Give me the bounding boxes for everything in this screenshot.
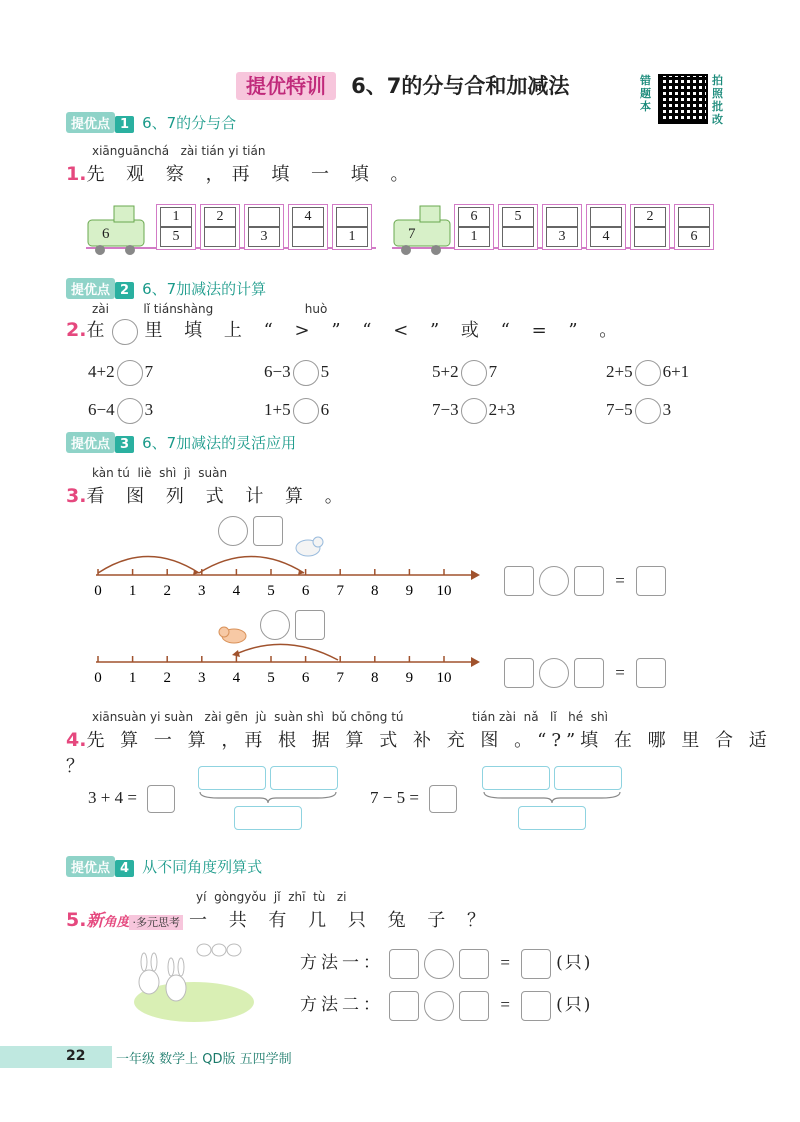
right-expr: 2+3 (488, 399, 516, 419)
tick-group (94, 656, 451, 686)
number-box[interactable] (389, 949, 419, 979)
total-box[interactable] (234, 806, 302, 830)
tick-label: 7 (336, 583, 344, 599)
compare-circle[interactable] (635, 360, 661, 386)
compare-item (432, 398, 515, 424)
right-expr: 5 (320, 361, 330, 381)
number-box[interactable] (574, 658, 604, 688)
q2-pinyin: zài lǐ tiánshàng huò (92, 302, 328, 316)
car-bottom-cell[interactable]: 5 (160, 227, 192, 247)
section-tag: 提优特训 (236, 72, 336, 100)
question-number: 4. (66, 729, 87, 751)
compare-item (264, 398, 329, 424)
question-number: 3. (66, 485, 87, 507)
engine-number: 6 (102, 226, 110, 242)
train-car (244, 204, 284, 250)
equation-row-1 (504, 566, 666, 596)
result-box[interactable] (521, 949, 551, 979)
left-expr: 1+5 (264, 399, 291, 419)
train-car (156, 204, 196, 250)
car-top-cell[interactable]: 6 (458, 207, 490, 227)
kp-badge: 提优点 (66, 112, 115, 133)
left-expr: 2+5 (606, 361, 633, 381)
q5-pinyin: yí gòngyǒu jǐ zhī tù zi (196, 890, 347, 904)
equals-sign: = (615, 570, 625, 590)
car-top-cell[interactable] (678, 207, 710, 227)
question-number: 2. (66, 319, 87, 341)
method-1-row (300, 948, 592, 979)
knowledge-point-4 (66, 856, 262, 877)
kp-label: 6、7的分与合 (142, 114, 237, 132)
compare-circle[interactable] (461, 360, 487, 386)
qr-left-label: 错题本 (640, 74, 651, 113)
answer-box[interactable] (429, 785, 457, 813)
sub-tag: ·多元思考 (129, 915, 183, 930)
result-box[interactable] (636, 658, 666, 688)
q4-expr-1 (88, 785, 175, 813)
equals-sign: = (615, 662, 625, 682)
question-text: 在 (86, 320, 113, 341)
question-number: 1. (66, 163, 87, 185)
q3-pinyin: kàn tú liè shì jì suàn (92, 466, 228, 480)
compare-circle[interactable] (117, 398, 143, 424)
equation-row-2 (504, 658, 666, 688)
part-box[interactable] (482, 766, 550, 790)
part-box[interactable] (198, 766, 266, 790)
engine-number: 7 (408, 226, 416, 242)
kp-label: 6、7加减法的计算 (142, 280, 267, 298)
result-box[interactable] (521, 991, 551, 1021)
method-label: 方法二： (300, 995, 384, 1015)
number-box[interactable] (504, 658, 534, 688)
q4-expr-2 (370, 785, 457, 813)
footer-bar (0, 1046, 112, 1068)
car-bottom-cell[interactable] (502, 227, 534, 247)
tick-label: 6 (301, 670, 310, 686)
tick-label: 1 (128, 670, 137, 686)
train-car (586, 204, 626, 250)
bunny-icon (197, 944, 241, 956)
kp-badge: 提优点 (66, 432, 115, 453)
kp-number: 3 (115, 436, 134, 453)
compare-item (432, 360, 497, 386)
compare-item (88, 360, 153, 386)
left-expr: 5+2 (432, 361, 459, 381)
rabbit-icon (219, 627, 246, 643)
question-text: 先 算 一 算 ，再 根 据 算 式 补 充 图 。“?”填 在 哪 里 合 适 ？ (66, 730, 772, 777)
tick-label: 2 (163, 670, 171, 686)
tick-label: 0 (94, 670, 102, 686)
train-car (630, 204, 670, 250)
kp-number: 2 (115, 282, 134, 299)
q1-pinyin: xiānguānchá zài tián yi tián (92, 144, 266, 158)
number-box[interactable] (574, 566, 604, 596)
car-top-cell[interactable]: 2 (634, 207, 666, 227)
car-bottom-cell[interactable]: 4 (590, 227, 622, 247)
train-car (200, 204, 240, 250)
compare-circle[interactable] (635, 398, 661, 424)
total-box[interactable] (518, 806, 586, 830)
tick-label: 2 (163, 583, 171, 599)
right-expr: 6+1 (662, 361, 690, 381)
car-bottom-cell[interactable]: 1 (458, 227, 490, 247)
knowledge-point-2 (66, 278, 266, 299)
tick-label: 9 (405, 583, 414, 599)
tick-label: 7 (336, 670, 344, 686)
car-top-cell[interactable] (336, 207, 368, 227)
compare-circle[interactable] (117, 360, 143, 386)
rabbit-icon (296, 537, 323, 556)
car-top-cell[interactable]: 2 (204, 207, 236, 227)
bunny-icon (139, 953, 159, 994)
part-box[interactable] (270, 766, 338, 790)
operator-circle[interactable] (539, 658, 569, 688)
question-5 (66, 906, 493, 932)
q4-pinyin: xiānsuàn yi suàn zài gēn jù suàn shì bǔ chōng tú tián zài nǎ lǐ hé shì (92, 710, 608, 724)
tick-label: 6 (301, 583, 310, 599)
train-car (674, 204, 714, 250)
knowledge-point-1 (66, 112, 236, 133)
numberline-1 (86, 520, 486, 610)
train-car (332, 204, 372, 250)
blank-circle-icon (112, 319, 138, 345)
kp-badge: 提优点 (66, 856, 115, 877)
question-text: 里 填 上 “ > ” “ < ” 或 “ = ” 。 (144, 320, 626, 341)
question-1 (66, 160, 417, 186)
car-bottom-cell[interactable]: 3 (248, 227, 280, 247)
car-top-cell[interactable] (248, 207, 280, 227)
question-2 (66, 316, 625, 345)
tick-label: 8 (371, 583, 379, 599)
tick-label: 5 (267, 583, 275, 599)
car-top-cell[interactable] (590, 207, 622, 227)
left-expr: 6−4 (88, 399, 115, 419)
unit-label: (只) (556, 953, 593, 973)
expression: 7 − 5 = (370, 787, 419, 807)
number-box[interactable] (459, 991, 489, 1021)
number-box[interactable] (504, 566, 534, 596)
question-text: 看 图 列 式 计 算 。 (86, 486, 351, 507)
tick-label: 9 (405, 670, 414, 686)
car-top-cell[interactable]: 5 (502, 207, 534, 227)
number-box[interactable] (389, 991, 419, 1021)
kp-number: 1 (115, 116, 134, 133)
right-expr: 7 (488, 361, 498, 381)
bunny-icon (166, 958, 186, 1001)
question-4 (66, 726, 800, 778)
train-2 (392, 200, 714, 260)
right-expr: 6 (320, 399, 330, 419)
kp-label: 6、7加减法的灵活应用 (142, 434, 297, 452)
compare-circle[interactable] (293, 360, 319, 386)
train-car (498, 204, 538, 250)
train-car (288, 204, 328, 250)
brace-icon (482, 790, 622, 804)
page-title: 6、7的分与合和加减法 (351, 74, 570, 98)
car-bottom-cell[interactable]: 3 (546, 227, 578, 247)
left-expr: 6−3 (264, 361, 291, 381)
tick-label: 8 (371, 670, 379, 686)
qr-right-label: 拍照批改 (712, 74, 723, 126)
right-expr: 3 (144, 399, 154, 419)
part-box[interactable] (554, 766, 622, 790)
kp-label: 从不同角度列算式 (142, 858, 263, 876)
car-top-cell[interactable]: 4 (292, 207, 324, 227)
unit-label: (只) (556, 995, 593, 1015)
tick-label: 5 (267, 670, 275, 686)
compare-item (606, 398, 671, 424)
kp-number: 4 (115, 860, 134, 877)
page-number: 22 (66, 1048, 86, 1064)
train-car (542, 204, 582, 250)
number-box[interactable] (459, 949, 489, 979)
car-top-cell[interactable] (546, 207, 578, 227)
car-bottom-cell[interactable]: 6 (678, 227, 710, 247)
knowledge-point-3 (66, 432, 296, 453)
tick-group (94, 569, 451, 599)
new-tag: 新 (86, 911, 104, 931)
operator-circle[interactable] (424, 991, 454, 1021)
compare-item (606, 360, 689, 386)
footer-text: 一年级 数学上 QD版 五四学制 (116, 1052, 292, 1067)
qr-code-icon[interactable] (658, 74, 708, 124)
operator-circle[interactable] (539, 566, 569, 596)
method-label: 方法一： (300, 953, 384, 973)
question-text: 一 共 有 几 只 兔 子 ？ (188, 910, 494, 931)
question-text: 先 观 察 ，再 填 一 填 。 (86, 164, 417, 185)
header (236, 70, 569, 100)
tick-label: 10 (436, 583, 452, 599)
kp-badge: 提优点 (66, 278, 115, 299)
tick-label: 3 (198, 583, 206, 599)
method-2-row (300, 990, 592, 1021)
question-number: 5. (66, 909, 87, 931)
right-expr: 7 (144, 361, 154, 381)
compare-item (264, 360, 329, 386)
angle-tag: 角度 (103, 915, 130, 930)
car-bottom-cell[interactable]: 1 (336, 227, 368, 247)
left-expr: 7−5 (606, 399, 633, 419)
result-box[interactable] (636, 566, 666, 596)
compare-item (88, 398, 153, 424)
tick-label: 4 (232, 670, 241, 686)
car-bottom-cell[interactable] (292, 227, 324, 247)
train-car (454, 204, 494, 250)
equals-sign: = (500, 995, 510, 1014)
train-1 (86, 200, 376, 260)
compare-circle[interactable] (293, 398, 319, 424)
expression: 3 + 4 = (88, 787, 137, 807)
left-expr: 4+2 (88, 361, 115, 381)
tick-label: 4 (232, 583, 241, 599)
answer-box[interactable] (147, 785, 175, 813)
car-top-cell[interactable]: 1 (160, 207, 192, 227)
left-expr: 7−3 (432, 399, 459, 419)
tick-label: 3 (198, 670, 206, 686)
tick-label: 0 (94, 583, 102, 599)
brace-icon (198, 790, 338, 804)
bunnies-illustration (124, 940, 264, 1030)
compare-circle[interactable] (461, 398, 487, 424)
question-3 (66, 482, 351, 508)
operator-circle[interactable] (424, 949, 454, 979)
car-bottom-cell[interactable] (204, 227, 236, 247)
equals-sign: = (500, 953, 510, 972)
tick-label: 1 (128, 583, 137, 599)
car-bottom-cell[interactable] (634, 227, 666, 247)
numberline-2 (86, 612, 486, 702)
tick-label: 10 (436, 670, 452, 686)
right-expr: 3 (662, 399, 672, 419)
